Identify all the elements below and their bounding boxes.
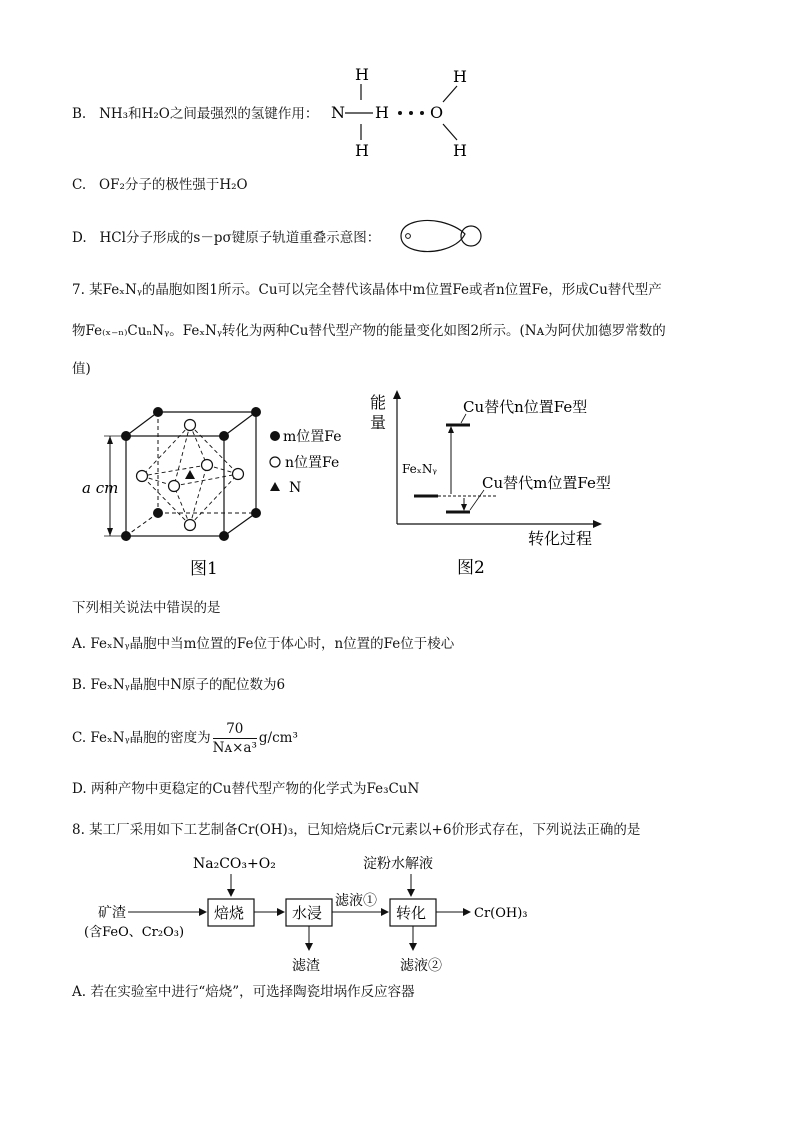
option-c-text: OF₂分子的极性强于H₂O: [99, 177, 248, 193]
conversion-label: 转化: [396, 904, 427, 922]
legend-n-fe: n位置Fe: [285, 455, 340, 471]
legend-m-fe: m位置Fe: [283, 429, 342, 445]
q6-option-b: [72, 104, 318, 124]
option-b-text: NH₃和H₂O之间最强烈的氢键作用：: [99, 106, 319, 122]
density-fraction: [213, 720, 257, 757]
figure-2-energy-diagram: [366, 386, 616, 581]
option-b-prefix: B.: [72, 106, 87, 122]
q7-stem-line-3: 值): [72, 361, 91, 377]
option-c-prefix: C.: [72, 177, 87, 193]
process-flow-diagram: [78, 848, 598, 978]
edge-length-label: a cm: [82, 479, 119, 497]
x-axis-label: 转化过程: [528, 529, 593, 548]
input-composition: (含FeO、Cr₂O₃): [84, 925, 185, 940]
q7-stem-line-1: 7. 某FeₓNᵧ的晶胞如图1所示。Cu可以完全替代该晶体中m位置Fe或者n位置Fe，形成Cu替代型产: [72, 282, 662, 298]
density-unit: g/cm³: [258, 730, 298, 746]
figure-2-caption: 图2: [457, 558, 485, 578]
water-leach-label: 水浸: [292, 904, 323, 922]
reagent-2: 淀粉水解液: [363, 856, 433, 872]
q7-option-b: B. FeₓNᵧ晶胞中N原子的配位数为6: [72, 677, 286, 693]
orbital-overlap-diagram: [393, 214, 488, 258]
figure-1-caption: 图1: [190, 559, 218, 579]
roast-label: 焙烧: [214, 904, 245, 922]
input-material: 矿渣: [98, 905, 126, 921]
residue-label: 滤渣: [292, 958, 320, 974]
fraction-denominator: Nᴀ×a³: [212, 740, 257, 756]
filtrate-2-label: 滤液②: [400, 958, 442, 974]
atom-o: O: [430, 103, 444, 122]
atom-h-mid: H: [375, 103, 389, 122]
reagent-1: Na₂CO₃+O₂: [193, 856, 276, 872]
q6-option-d: [72, 228, 380, 248]
option-c-stem: C. FeₓNᵧ晶胞的密度为: [72, 730, 211, 746]
q8-stem: 8. 某工厂采用如下工艺制备Cr(OH)₃，已知焙烧后Cr元素以+6价形式存在，下列说法正确的是: [72, 822, 641, 838]
q7-stem-line-2: 物Fe₍ₓ₋ₙ₎CuₙNᵧ。FeₓNᵧ转化为两种Cu替代型产物的能量变化如图2所示。(Nᴀ为阿伏加德罗常数的: [72, 323, 666, 339]
q8-option-a: A. 若在实验室中进行“焙烧”，可选择陶瓷坩埚作反应容器: [72, 984, 415, 1000]
product-label: Cr(OH)₃: [474, 906, 528, 921]
atom-h-bottom-left: H: [355, 141, 369, 160]
figure-1-crystal-cell: [78, 398, 378, 583]
q7-question: 下列相关说法中错误的是: [72, 600, 221, 616]
y-axis-label-2: 量: [370, 413, 387, 432]
option-d-prefix: D.: [72, 230, 87, 246]
atom-h-top-left: H: [355, 65, 369, 84]
q7-option-c: [72, 716, 298, 760]
atom-n: N: [331, 103, 345, 122]
q7-option-a: A. FeₓNᵧ晶胞中当m位置的Fe位于体心时，n位置的Fe位于棱心: [72, 636, 455, 652]
option-d-text: HCl分子形成的s－pσ键原子轨道重叠示意图：: [99, 230, 381, 246]
y-axis-label-1: 能: [370, 393, 387, 412]
filtrate-1-label: 滤液①: [335, 893, 377, 909]
atom-h-top-right: H: [453, 67, 467, 86]
level-start-label: FeₓNᵧ: [402, 462, 437, 476]
q6-option-c: [72, 175, 248, 195]
hydrogen-bond-diagram: [325, 62, 475, 162]
fraction-numerator: 70: [213, 720, 257, 739]
level-low-label: Cu替代m位置Fe型: [482, 474, 611, 492]
legend-n-atom: N: [289, 480, 302, 496]
atom-h-bottom-right: H: [453, 141, 467, 160]
q7-option-d: D. 两种产物中更稳定的Cu替代型产物的化学式为Fe₃CuN: [72, 781, 420, 797]
level-high-label: Cu替代n位置Fe型: [463, 398, 588, 416]
